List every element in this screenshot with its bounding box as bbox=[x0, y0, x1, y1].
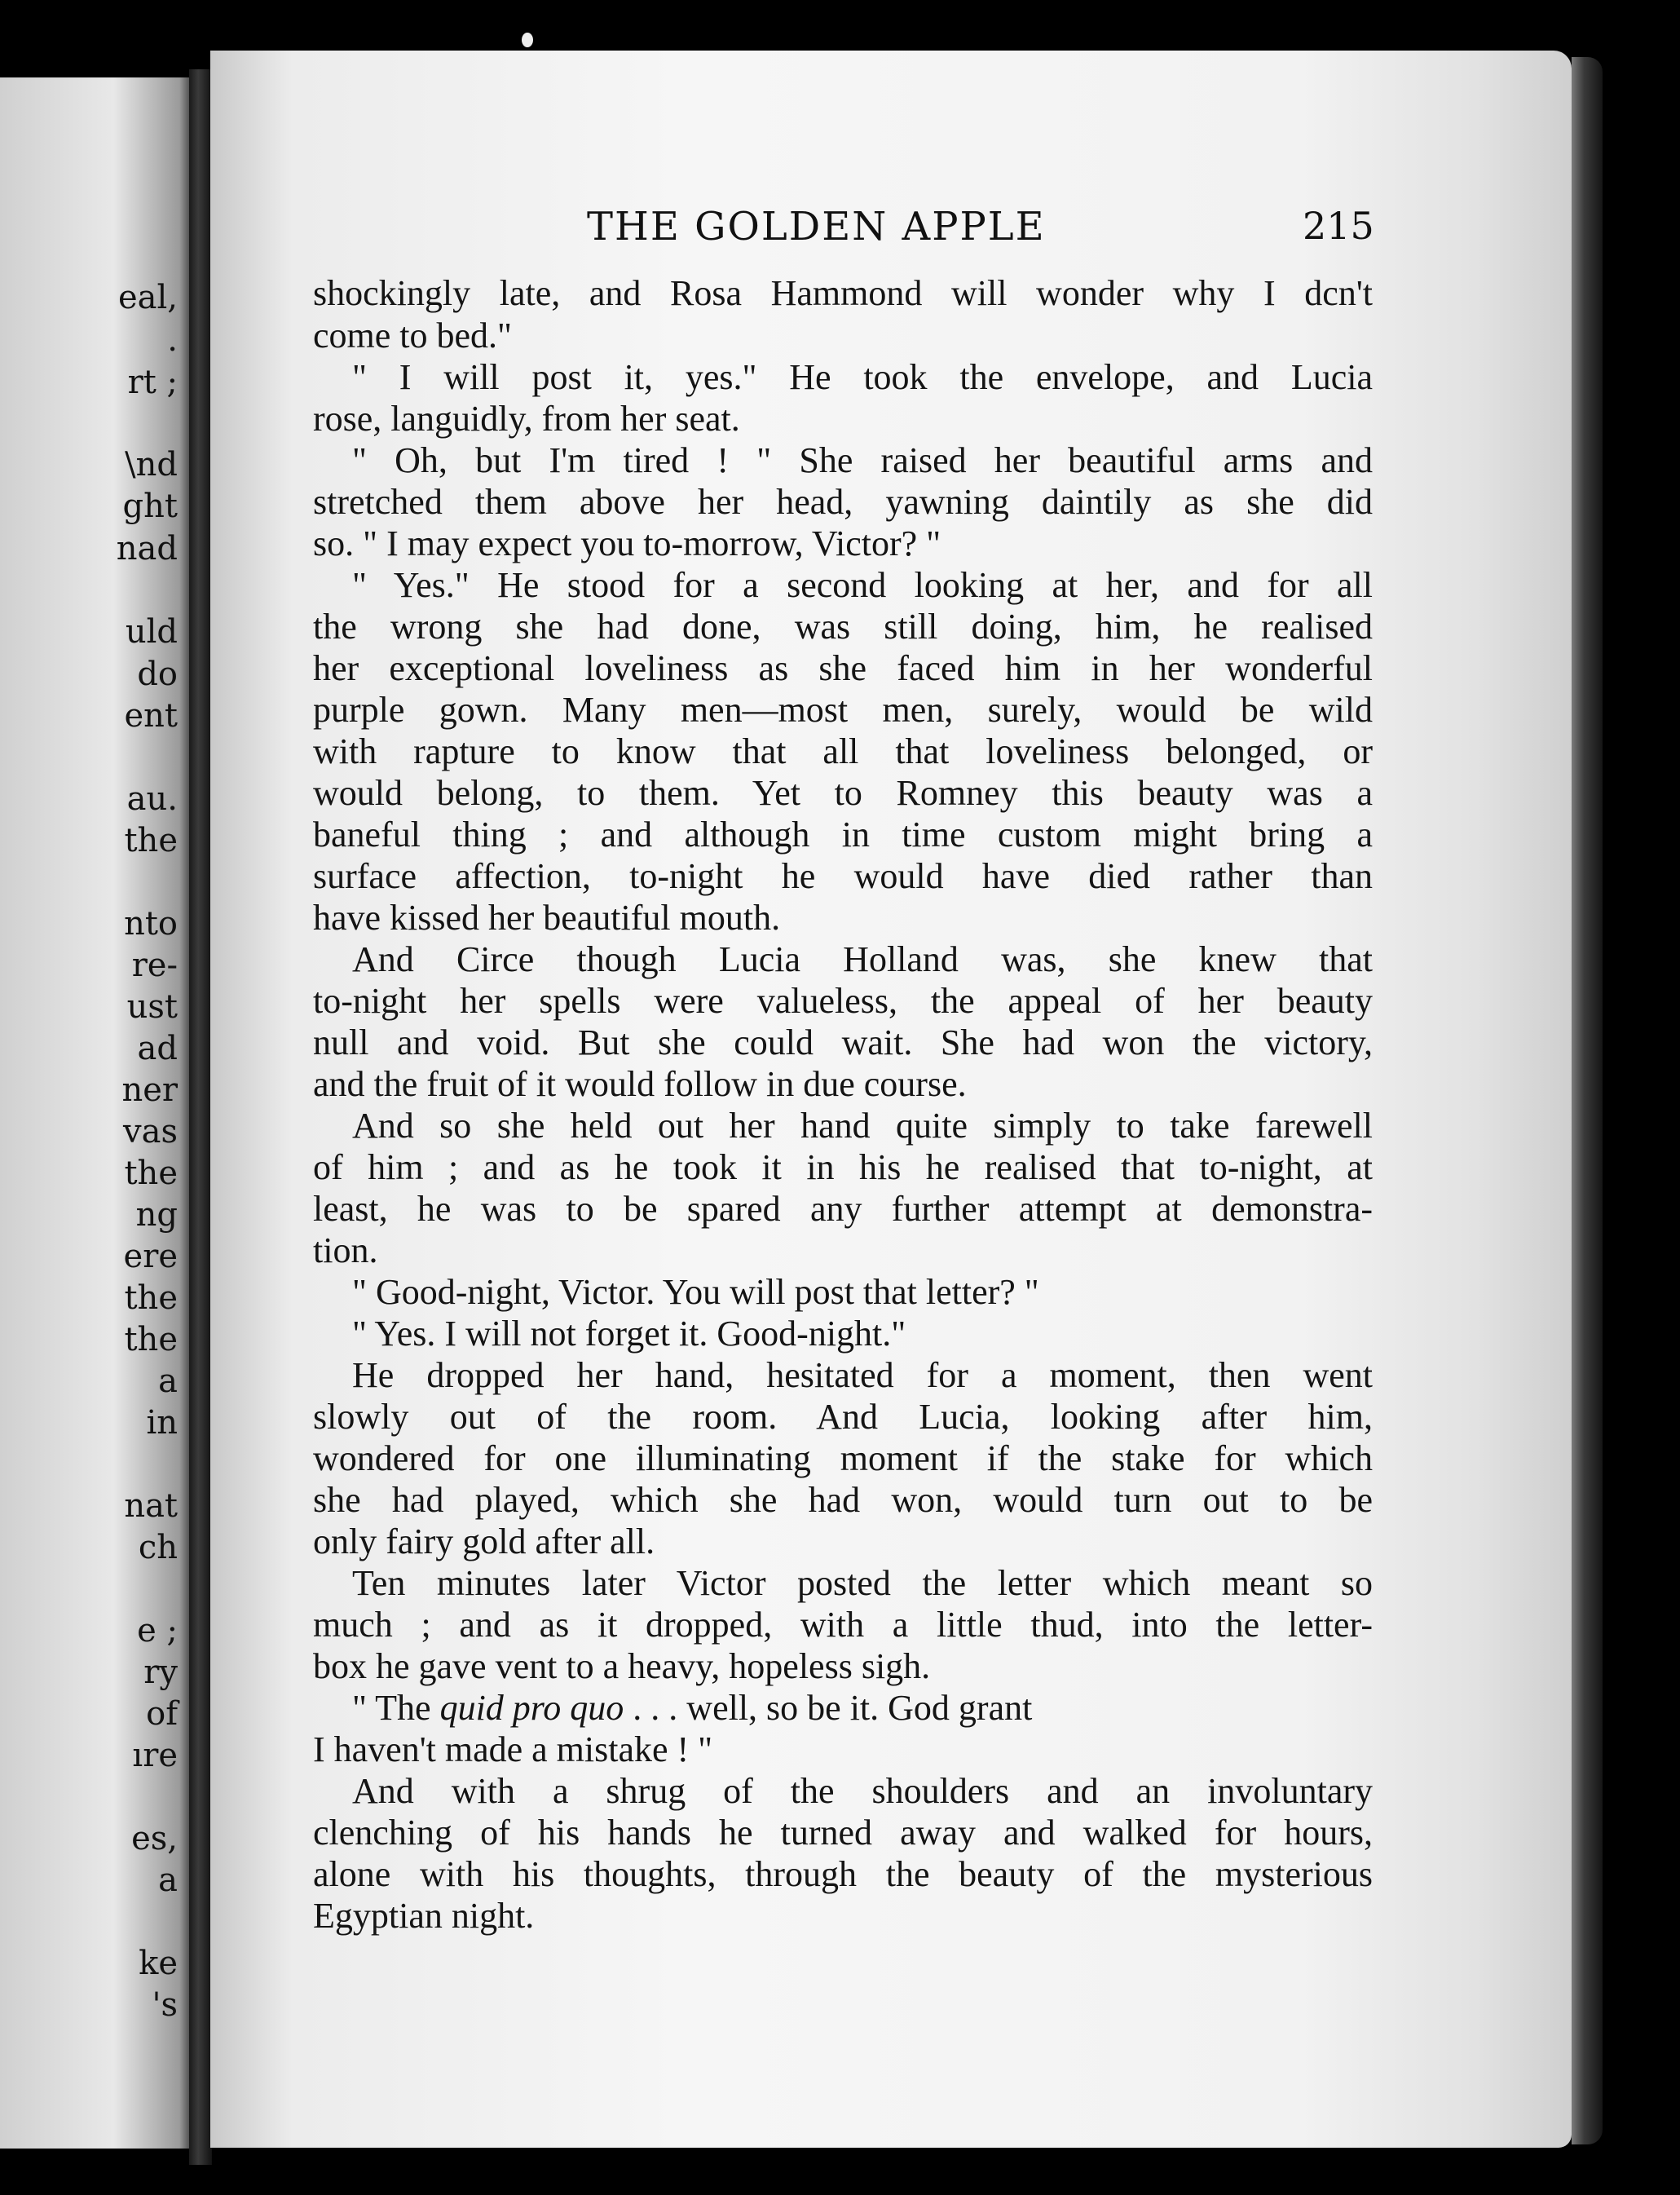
left-page-fragment: . bbox=[167, 321, 178, 359]
left-page-fragment: au. bbox=[126, 780, 178, 818]
text-line: Egyptian night. bbox=[313, 1896, 535, 1936]
text-line: with rapture to know that all that loveliness belonged, or bbox=[313, 731, 1373, 771]
left-page-fragment: rt ; bbox=[127, 364, 178, 401]
left-page-fragment: a bbox=[158, 1862, 178, 1899]
left-page-fragment: ght bbox=[122, 488, 178, 525]
left-page-fragment: \nd bbox=[125, 446, 178, 484]
text-line: to-night her spells were valueless, the appeal of her beauty bbox=[313, 981, 1373, 1021]
text-line: And Circe though Lucia Holland was, she knew that bbox=[352, 939, 1373, 979]
text-line: alone with his thoughts, through the beauty of the mysterious bbox=[313, 1854, 1373, 1894]
text-line: I haven't made a mistake ! " bbox=[313, 1729, 713, 1769]
left-page-fragment: nto bbox=[124, 905, 178, 943]
text-line: " Yes. I will not forget it. Good-night." bbox=[352, 1314, 906, 1354]
scan-speck bbox=[522, 33, 533, 47]
left-page-fragment: ıre bbox=[132, 1737, 178, 1774]
left-page-fragment: 's bbox=[152, 1986, 178, 2024]
text-line: would belong, to them. Yet to Romney this beauty was a bbox=[313, 773, 1373, 813]
text-line: And so she held out her hand quite simply to take farewell bbox=[352, 1106, 1373, 1146]
left-page-fragment: ng bbox=[135, 1196, 178, 1234]
left-page-fragment: ust bbox=[126, 988, 178, 1026]
text-line: come to bed." bbox=[313, 316, 512, 356]
italic-phrase: quid pro quo bbox=[439, 1688, 624, 1728]
left-page-fragment: the bbox=[124, 1279, 178, 1317]
text-line: " Good-night, Victor. You will post that letter? " bbox=[352, 1272, 1039, 1312]
left-facing-page bbox=[0, 77, 189, 2149]
text-line: her exceptional loveliness as she faced him in her wonderful bbox=[313, 648, 1373, 688]
left-page-fragment: nat bbox=[124, 1487, 178, 1525]
text-line: and the fruit of it would follow in due course. bbox=[313, 1064, 967, 1104]
left-page-fragment: eal, bbox=[117, 279, 178, 316]
left-page-fragment: do bbox=[137, 656, 178, 693]
left-page-fragment: the bbox=[124, 1155, 178, 1192]
text-line: much ; and as it dropped, with a little thud, into the letter- bbox=[313, 1605, 1373, 1645]
text-line: clenching of his hands he turned away and walked for hours, bbox=[313, 1813, 1373, 1853]
left-page-fragment: ent bbox=[124, 697, 178, 735]
text-line: wondered for one illuminating moment if the stake for which bbox=[313, 1438, 1373, 1478]
text-line: least, he was to be spared any further attempt at demonstra- bbox=[313, 1189, 1373, 1229]
text-line: the wrong she had done, was still doing, him, he realised bbox=[313, 607, 1373, 647]
left-page-fragment: nad bbox=[116, 530, 178, 568]
text-line: she had played, which she had won, would turn out to be bbox=[313, 1480, 1373, 1520]
left-page-fragment: the bbox=[124, 1321, 178, 1358]
left-page-fragment: vas bbox=[123, 1113, 178, 1150]
left-page-fragment: re- bbox=[131, 947, 178, 984]
left-page-fragment: a bbox=[158, 1362, 178, 1400]
left-page-fragment: ke bbox=[139, 1945, 178, 1982]
left-page-fragment: ere bbox=[123, 1238, 178, 1275]
running-head: THE GOLDEN APPLE bbox=[587, 204, 1046, 250]
left-page-fragment: ch bbox=[138, 1529, 178, 1566]
text-fragment: . . . well, so be it. God grant bbox=[624, 1688, 1033, 1728]
text-line: And with a shrug of the shoulders and an involuntary bbox=[352, 1771, 1373, 1811]
text-line: purple gown. Many men—most men, surely, would be wild bbox=[313, 690, 1373, 730]
text-fragment: " The bbox=[352, 1688, 440, 1728]
text-line: null and void. But she could wait. She had won the victory, bbox=[313, 1022, 1373, 1062]
text-line: so. " I may expect you to-morrow, Victor? " bbox=[313, 523, 941, 563]
text-line bbox=[313, 1687, 1373, 1729]
text-line: shockingly late, and Rosa Hammond will wonder why I dcn't bbox=[313, 273, 1373, 313]
text-line: of him ; and as he took it in his he realised that to-night, at bbox=[313, 1147, 1373, 1187]
text-line: have kissed her beautiful mouth. bbox=[313, 898, 781, 938]
text-line: " Yes." He stood for a second looking at her, and for all bbox=[352, 565, 1373, 605]
text-line: slowly out of the room. And Lucia, looking after him, bbox=[313, 1397, 1373, 1437]
left-page-fragment: ner bbox=[121, 1071, 178, 1109]
text-line: Ten minutes later Victor posted the letter which meant so bbox=[352, 1563, 1373, 1603]
text-line: He dropped her hand, hesitated for a moment, then went bbox=[352, 1355, 1373, 1395]
left-page-fragment: in bbox=[146, 1404, 178, 1442]
text-line: tion. bbox=[313, 1230, 378, 1270]
text-line: baneful thing ; and although in time custom might bring a bbox=[313, 815, 1373, 855]
left-page-fragment: the bbox=[124, 822, 178, 859]
text-line: only fairy gold after all. bbox=[313, 1521, 655, 1561]
left-page-fragment: ad bbox=[137, 1030, 178, 1067]
text-line: surface affection, to-night he would have died rather than bbox=[313, 856, 1373, 896]
left-page-fragment: of bbox=[146, 1695, 178, 1733]
text-line: box he gave vent to a heavy, hopeless sigh. bbox=[313, 1646, 931, 1686]
text-line: rose, languidly, from her seat. bbox=[313, 399, 740, 439]
text-line: stretched them above her head, yawning daintily as she did bbox=[313, 482, 1373, 522]
left-page-fragment: e ; bbox=[137, 1612, 178, 1650]
left-page-fragment: uld bbox=[125, 613, 178, 651]
text-line: " Oh, but I'm tired ! " She raised her beautiful arms and bbox=[352, 440, 1373, 480]
page-edge bbox=[1572, 57, 1603, 2144]
text-line: " I will post it, yes." He took the envelope, and Lucia bbox=[352, 357, 1373, 397]
page-number: 215 bbox=[1303, 204, 1374, 248]
left-page-fragment: es, bbox=[131, 1820, 178, 1857]
left-page-fragment: ry bbox=[143, 1654, 178, 1691]
book-gutter bbox=[189, 69, 212, 2165]
